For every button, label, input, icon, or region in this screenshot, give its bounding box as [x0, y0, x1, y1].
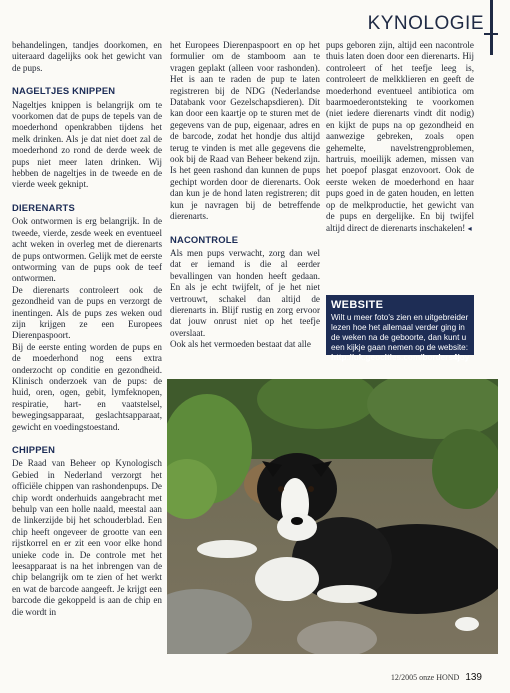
page-number: 139 — [465, 672, 482, 683]
paragraph-dierenarts-1: Ook ontwormen is erg belangrijk. In de tweede, vierde, zesde week en eventueel acht weken in overleg met de dierenarts de pups ontwormen. Gelijk met de eerste ontworming van de pups ook de teef ontwormen. — [12, 216, 162, 284]
puppy-photo — [167, 379, 498, 654]
footer-issue: 12/2005 — [390, 673, 418, 682]
paragraph-nacontrole-continued — [326, 40, 474, 234]
paragraph-dierenarts-3: Bij de eerste enting worden de pups en de moederhond nog eens extra onderzocht op conditie en gezondheid. Klinisch onderzoek van de pups: de huid, oren, ogen, gebit, lymfeknopen, respiratie, hart- en vaatstelsel, bewegingsapparaat, geslachtsapparaat, gewicht en voedingstoestand. — [12, 341, 162, 432]
column-2 — [170, 40, 320, 351]
paragraph-chip-continued: het Europees Dierenpaspoort en op het formulier om de stamboom aan te vragen geplakt (alleen voor rashonden). Het is aan te raden de pup te laten registreren bij de NDG (Nederlandse Databank voor Gezelschapsdieren). Dit kan door een kaartje op te sturen met de gegevens van de pup, eigenaar, adres en de barcode, zodat het hondje dus altijd terug te vinden is met alle gegevens die ook bij de Raad van Beheer bekend zijn. Is het geen rashond dan kunnen de pups gechipt worden door de dierenarts. Ook dan kun je de hond laten registreren; dit kun je navragen bij de betreffende dierenarts. — [170, 40, 320, 222]
intro-paragraph: behandelingen, tandjes doorkomen, en uiteraard dagelijks ook het gewicht van de pups. — [12, 40, 162, 73]
nacontrole-text: pups geboren zijn, altijd een nacontrole thuis laten doen door een dierenarts. Hij controleert of het teefje leeg is, controleert de melkklieren en geeft de moederhond eventueel antibiotica om baarmoederontsteking te voorkomen (niet iedere dierenarts vindt dit nodig) en kijkt de pups na op gezondheid en aanwezige gebreken, zoals open gehemelte, navelstrengproblemen, hartruis, moeilijk ademen, missen van het poepof plasgat enzovoort. Ook de eerste weken de moederhond en haar pups goed in de gaten houden, en letten op de melkproductie, het gewicht van de pups en dergelijke. En bij twijfel altijd direct de dierenarts inschakelen! — [326, 40, 474, 233]
heading-dierenarts: DIERENARTS — [12, 201, 75, 213]
footer-magazine: onze HOND — [419, 673, 460, 682]
heading-nacontrole: NACONTROLE — [170, 233, 239, 245]
paragraph-chippen: De Raad van Beheer op Kynologisch Gebied in Nederland verzorgt het officiële chippen van rashondenpups. De chip wordt onderhuids aangebracht met behulp van een holle naald, meestal aan de linkerzijde bij het schouderblad. Een chip heeft ongeveer de grootte van een rijstkorrel en er zit een voor elke hond unieke code in. De controle met het leesapparaat is na het inbrengen van de chip belangrijk om te zien of het werkt en wat de barcode aangeeft. Je krijgt een barcode die gekoppeld is aan de chip en die wordt in — [12, 458, 162, 617]
header-accent-bar — [490, 0, 493, 55]
header-accent-tick — [484, 33, 498, 35]
column-1 — [12, 40, 162, 618]
end-mark-icon: ◂ — [467, 223, 472, 233]
section-title: KYNOLOGIE — [367, 13, 484, 34]
heading-nageltjes: NAGELTJES KNIPPEN — [12, 85, 116, 97]
website-title: WEBSITE — [331, 299, 384, 311]
paragraph-nacontrole-2: Ook als het vermoeden bestaat dat alle — [170, 339, 311, 350]
paragraph-nageltjes: Nageltjes knippen is belangrijk om te voorkomen dat de pups de tepels van de moederhond openkrabben tijdens het melk drinken. Als je dat niet doet zal de moederhond zo rond de derde week de pups niet meer laten drinken. Wij hebben de nageltjes in de tweede en de vierde week geknipt. — [12, 99, 162, 190]
website-box — [326, 295, 474, 362]
heading-chippen: CHIPPEN — [12, 444, 56, 455]
website-url[interactable]: http://uk.geocities.com/borders4joy — [331, 353, 470, 362]
website-text — [331, 313, 469, 363]
paragraph-dierenarts-2: De dierenarts controleert ook de gezondheid van de pups en verzorgt de inentingen. Als de pups zes weken oud zijn krijgen ze een Europees Dierenpaspoort. — [12, 284, 162, 341]
paragraph-nacontrole-1: Als men pups verwacht, zorg dan wel dat er iemand is die al eerder bevallingen van honden heeft gedaan. En als je echt twijfelt, of je het niet vertrouwt, schakel dan altijd de dierenarts in. Blijf rustig en zorg ervoor dat jouw onrust niet op het teefje overslaat. — [170, 247, 320, 338]
page-footer — [391, 672, 482, 683]
website-description: Wilt u meer foto's zien en uitgebreider lezen hoe het allemaal verder ging in de weken na de geboorte, dan kunt u een kijkje gaan nemen op de website: — [331, 313, 469, 352]
column-3 — [326, 40, 474, 234]
